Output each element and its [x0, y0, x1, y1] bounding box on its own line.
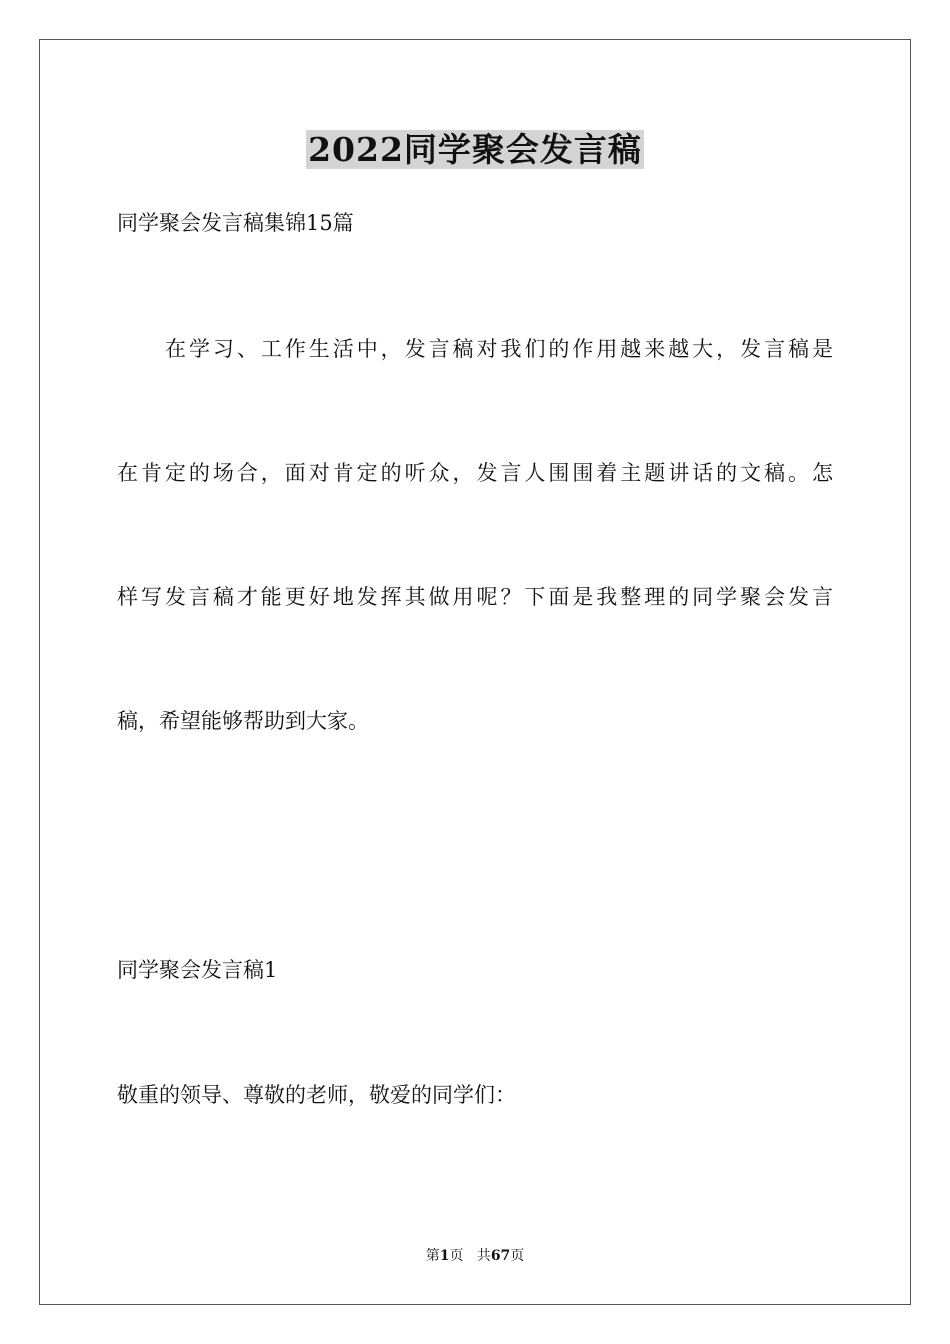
intro-line-1: 在学习、工作生活中，发言稿对我们的作用越来越大，发言稿是	[165, 337, 833, 361]
intro-line-4: 稿，希望能够帮助到大家。	[117, 709, 369, 733]
footer-total-suffix: 页	[510, 1248, 525, 1264]
footer-page-suffix: 页	[449, 1248, 464, 1264]
salutation: 敬重的领导、尊敬的老师，敬爱的同学们：	[117, 1083, 516, 1107]
intro-line-2: 在肯定的场合，面对肯定的听众，发言人围围着主题讲话的文稿。怎	[117, 461, 833, 485]
document-subtitle: 同学聚会发言稿集锦15篇	[117, 211, 354, 235]
footer-total-prefix: 共	[476, 1248, 491, 1264]
footer-page-prefix: 第	[425, 1248, 440, 1264]
section-heading: 同学聚会发言稿1	[117, 958, 278, 982]
footer-page-number: 1	[439, 1248, 450, 1264]
document-title-text: 2022同学聚会发言稿	[308, 130, 642, 169]
footer-total-pages: 67	[490, 1248, 511, 1264]
page-footer	[0, 1246, 950, 1266]
intro-line-3: 样写发言稿才能更好地发挥其做用呢？下面是我整理的同学聚会发言	[117, 585, 833, 609]
document-title	[0, 128, 950, 172]
